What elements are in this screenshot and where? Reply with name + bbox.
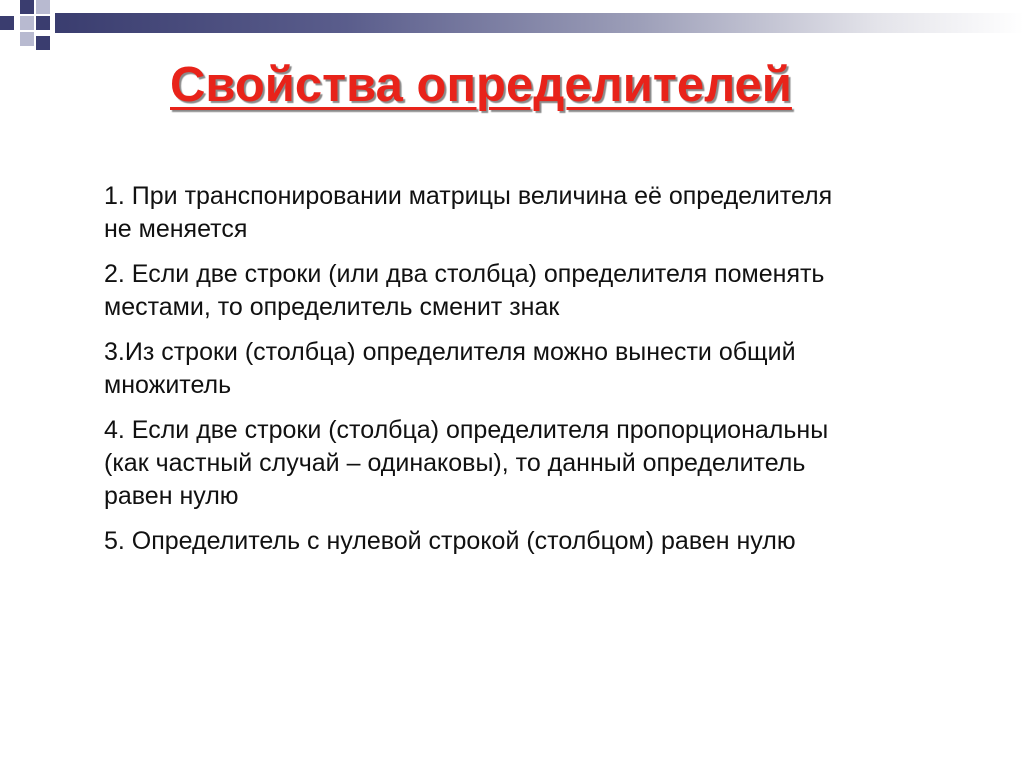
- property-item-3-line-1: 3.Из строки (столбца) определителя можно вынести общий: [104, 338, 796, 366]
- property-item-2-line-1: 2. Если две строки (или два столбца) определителя поменять: [104, 260, 825, 288]
- property-item-5: [104, 525, 984, 558]
- property-item-2: [104, 258, 984, 324]
- slide-title: Свойства определителей: [170, 58, 792, 112]
- square-dark-4: [36, 36, 50, 50]
- property-item-4: [104, 414, 984, 513]
- property-item-1-line-1: 1. При транспонировании матрицы величина её определителя: [104, 182, 833, 210]
- property-item-3: [104, 336, 984, 402]
- decorative-squares: [0, 0, 80, 56]
- property-item-4-line-1: 4. Если две строки (столбца) определителя пропорциональны: [104, 416, 829, 444]
- property-item-1-line-2: не меняется: [104, 215, 248, 243]
- square-dark-2: [0, 16, 14, 30]
- square-dark-1: [20, 0, 34, 14]
- square-light-1: [36, 0, 50, 14]
- property-item-2-line-2: местами, то определитель сменит знак: [104, 293, 560, 321]
- square-light-3: [20, 32, 34, 46]
- property-item-3-line-2: множитель: [104, 371, 232, 399]
- property-item-1: [104, 180, 984, 246]
- properties-list: [104, 180, 984, 570]
- header-gradient-bar: [55, 13, 1024, 33]
- property-item-5-line-1: 5. Определитель с нулевой строкой (столбцом) равен нулю: [104, 527, 796, 555]
- property-item-4-line-2: (как частный случай – одинаковы), то данный определитель: [104, 449, 806, 477]
- square-dark-3: [36, 16, 50, 30]
- property-item-4-line-3: равен нулю: [104, 482, 239, 510]
- square-light-2: [20, 16, 34, 30]
